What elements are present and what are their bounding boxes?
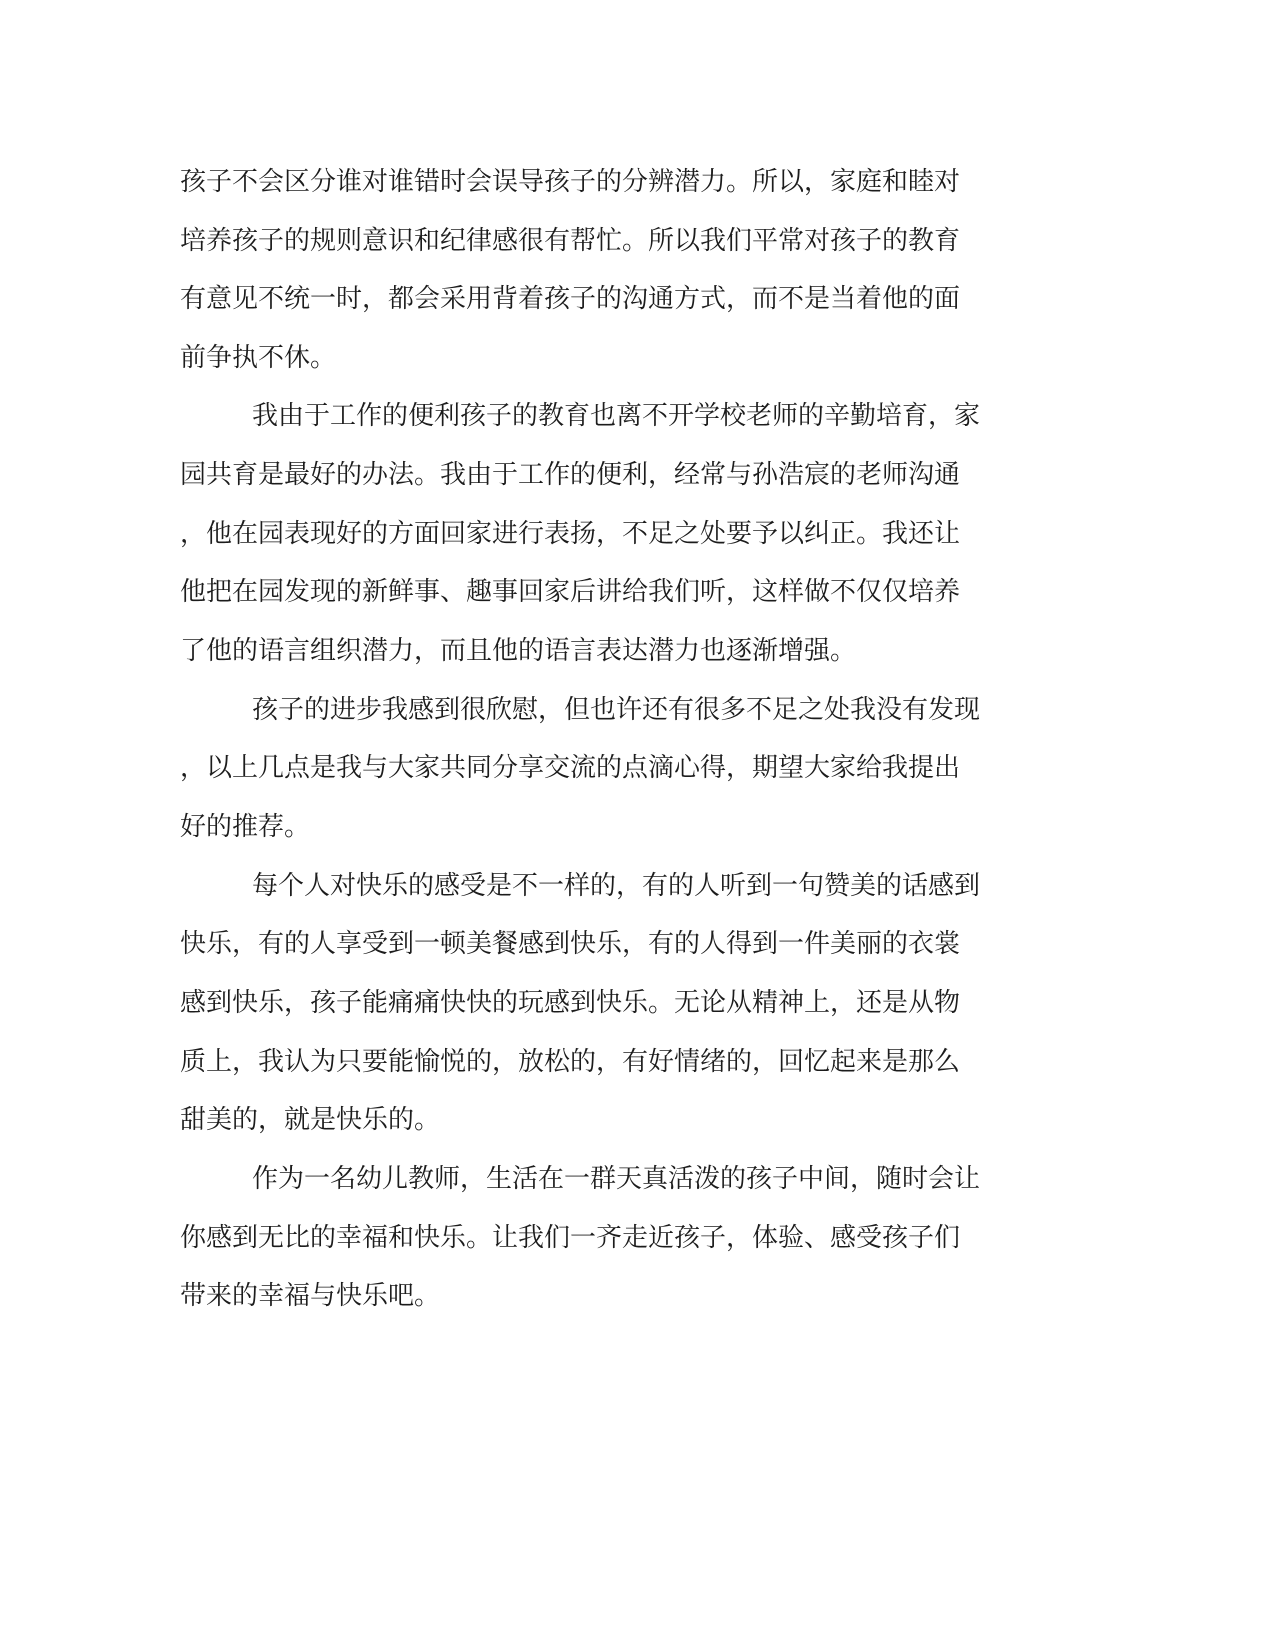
paragraph-line: 有意见不统一时，都会采用背着孩子的沟通方式，而不是当着他的面 <box>180 284 961 314</box>
paragraph-line: 我由于工作的便利孩子的教育也离不开学校老师的辛勤培育，家 <box>252 401 981 431</box>
paragraph-line: 他把在园发现的新鲜事、趣事回家后讲给我们听，这样做不仅仅培养 <box>180 577 961 607</box>
paragraph-line: 孩子不会区分谁对谁错时会误导孩子的分辨潜力。所以，家庭和睦对 <box>180 167 961 197</box>
paragraph-line: 园共育是最好的办法。我由于工作的便利，经常与孙浩宸的老师沟通 <box>180 460 961 490</box>
paragraph-line: ，他在园表现好的方面回家进行表扬，不足之处要予以纠正。我还让 <box>180 519 961 549</box>
paragraph-line: 每个人对快乐的感受是不一样的，有的人听到一句赞美的话感到 <box>252 871 981 901</box>
paragraph-line: 快乐，有的人享受到一顿美餐感到快乐，有的人得到一件美丽的衣裳 <box>180 929 961 959</box>
paragraph-line: 甜美的，就是快乐的。 <box>180 1105 441 1135</box>
paragraph-line: 你感到无比的幸福和快乐。让我们一齐走近孩子，体验、感受孩子们 <box>180 1223 961 1253</box>
paragraph-line: 孩子的进步我感到很欣慰，但也许还有很多不足之处我没有发现 <box>252 695 981 725</box>
paragraph-line: 带来的幸福与快乐吧。 <box>180 1281 441 1311</box>
paragraph-line: 作为一名幼儿教师，生活在一群天真活泼的孩子中间，随时会让 <box>252 1164 981 1194</box>
paragraph-line: 感到快乐，孩子能痛痛快快的玩感到快乐。无论从精神上，还是从物 <box>180 988 961 1018</box>
paragraph-line: 好的推荐。 <box>180 812 311 842</box>
paragraph-line: ，以上几点是我与大家共同分享交流的点滴心得，期望大家给我提出 <box>180 753 961 783</box>
paragraph-line: 前争执不休。 <box>180 343 337 373</box>
paragraph-line: 质上，我认为只要能愉悦的，放松的，有好情绪的，回忆起来是那么 <box>180 1047 961 1077</box>
paragraph-line: 培养孩子的规则意识和纪律感很有帮忙。所以我们平常对孩子的教育 <box>180 226 961 256</box>
paragraph-line: 了他的语言组织潜力，而且他的语言表达潜力也逐渐增强。 <box>180 636 857 666</box>
